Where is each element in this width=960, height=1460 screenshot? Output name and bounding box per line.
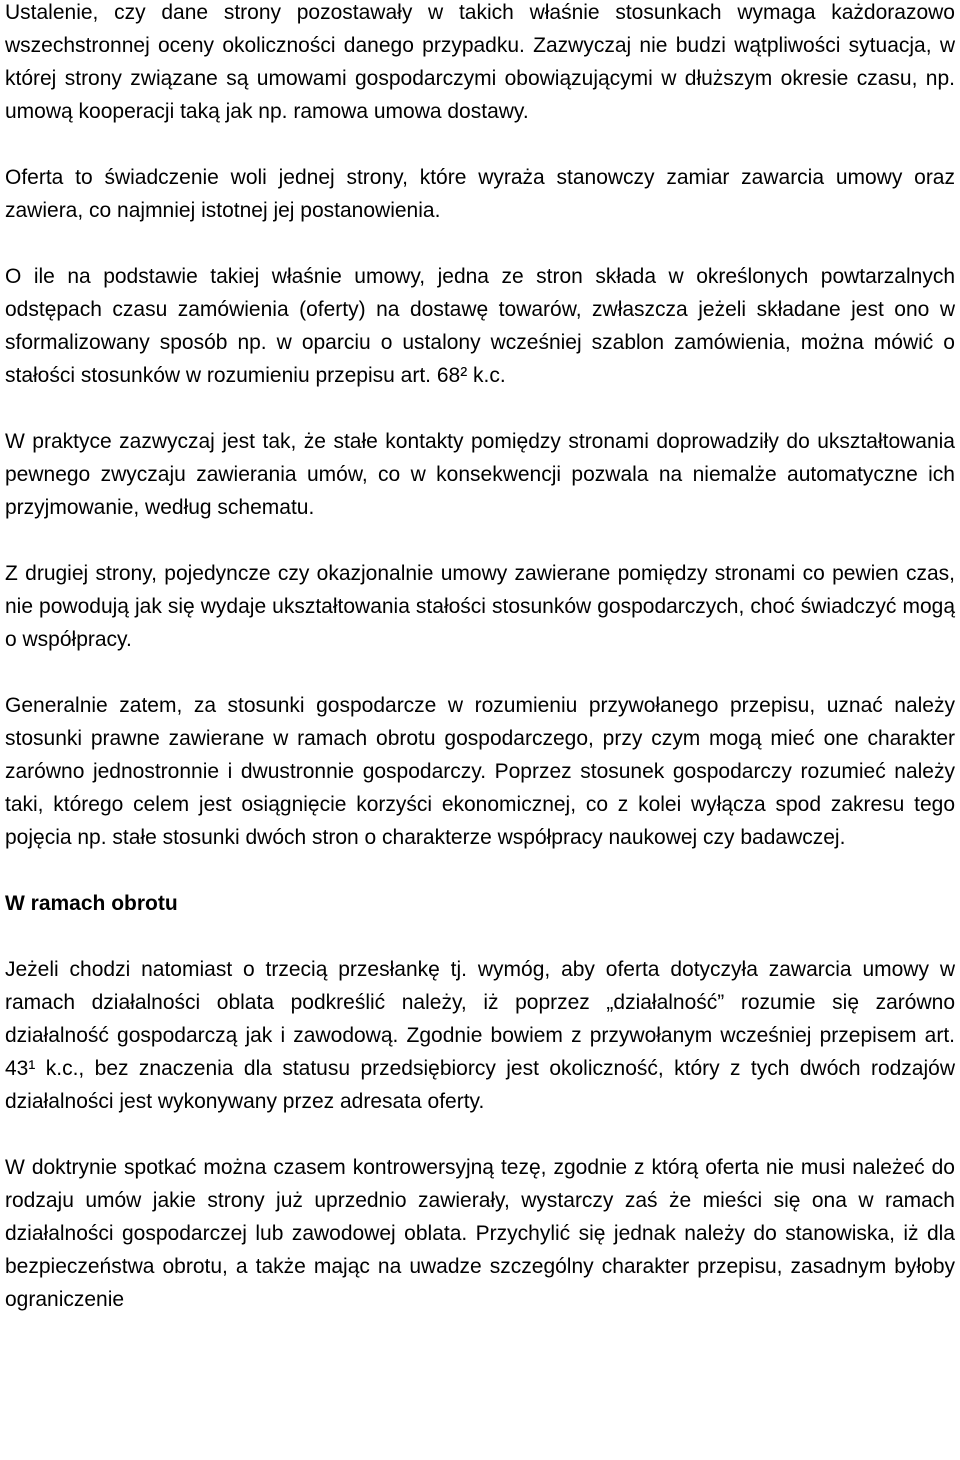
document-page: [5, 0, 955, 1316]
paragraph-umowy-okazjonalne: Z drugiej strony, pojedyncze czy okazjonalnie umowy zawierane pomiędzy stronami co pewien czas, nie powodują jak się wydaje ukształtowania stałości stosunków gospodarczych, choć świadczyć mogą o współpracy.: [5, 562, 955, 651]
paragraph-praktyka-zwyczaj: W praktyce zazwyczaj jest tak, że stałe kontakty pomiędzy stronami doprowadziły do ukształtowania pewnego zwyczaju zawierania umów, co w konsekwencji pozwala na niemalże automatyczne ich przyjmowanie, według schematu.: [5, 430, 955, 519]
paragraph-zamowienia-powtarzalne: O ile na podstawie takiej właśnie umowy, jedna ze stron składa w określonych powtarzalnych odstępach czasu zamówienia (oferty) na dostawę towarów, zwłaszcza jeżeli składane jest ono w sformalizowany sposób np. w oparciu o ustalony wcześniej szablon zamówienia, można mówić o stałości stosunków w rozumieniu przepisu art. 68² k.c.: [5, 265, 955, 387]
section-heading-w-ramach-obrotu: W ramach obrotu: [5, 892, 178, 915]
paragraph-trzecia-przeslanka: Jeżeli chodzi natomiast o trzecią przesłankę tj. wymóg, aby oferta dotyczyła zawarcia umowy w ramach działalności oblata podkreślić należy, iż poprzez „działalność” rozumie się zarówno działalność gospodarczą jak i zawodową. Zgodnie bowiem z przywołanym wcześniej przepisem art. 43¹ k.c., bez znaczenia dla statusu przedsiębiorcy jest okoliczność, który z tych dwóch rodzajów działalności jest wykonywany przez adresata oferty.: [5, 958, 955, 1113]
paragraph-stalosc-stosunkow: Ustalenie, czy dane strony pozostawały w takich właśnie stosunkach wymaga każdorazowo wszechstronnej oceny okoliczności danego przypadku. Zazwyczaj nie budzi wątpliwości sytuacja, w której strony związane są umowami gospodarczymi obowiązującymi w dłuższym okresie czasu, np. umową kooperacji taką jak np. ramowa umowa dostawy.: [5, 1, 955, 123]
paragraph-doktryna: W doktrynie spotkać można czasem kontrowersyjną tezę, zgodnie z którą oferta nie musi należeć do rodzaju umów jakie strony już uprzednio zawierały, wystarczy zaś że mieści się ona w ramach działalności gospodarczej lub zawodowej oblata. Przychylić się jednak należy do stanowiska, iż dla bezpieczeństwa obrotu, a także mając na uwadze szczególny charakter przepisu, zasadnym byłoby ograniczenie: [5, 1156, 955, 1311]
paragraph-stosunki-gospodarcze: Generalnie zatem, za stosunki gospodarcze w rozumieniu przywołanego przepisu, uznać należy stosunki prawne zawierane w ramach obrotu gospodarczego, przy czym mogą mieć one charakter zarówno jednostronnie i dwustronnie gospodarczy. Poprzez stosunek gospodarczy rozumieć należy taki, którego celem jest osiągnięcie korzyści ekonomicznej, co z kolei wyłącza spod zakresu tego pojęcia np. stałe stosunki dwóch stron o charakterze współpracy naukowej czy badawczej.: [5, 694, 955, 849]
paragraph-oferta-definicja: Oferta to świadczenie woli jednej strony, które wyraża stanowczy zamiar zawarcia umowy oraz zawiera, co najmniej istotnej jej postanowienia.: [5, 166, 955, 222]
